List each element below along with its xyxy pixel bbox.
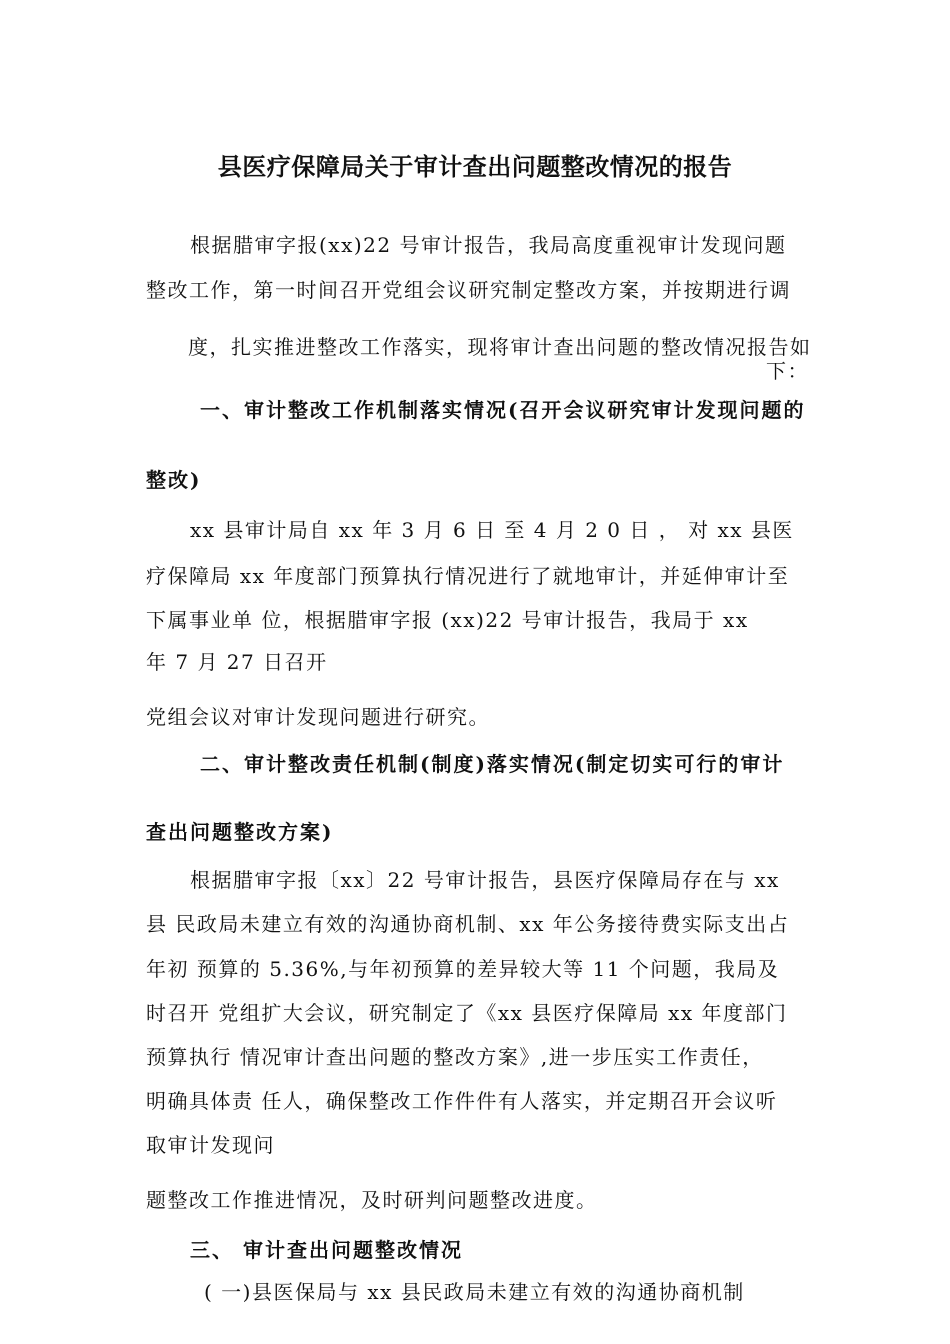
section2-para-line-6: 明确具体责 任人，确保整改工作件件有人落实，并定期召开会议听	[146, 1089, 778, 1113]
section1-para-line-1: xx 县审计局自 xx 年 3 月 6 日 至 4 月 2 0 日 ， 对 xx 县医	[190, 518, 794, 542]
intro-line-2: 整改工作，第一时间召开党组会议研究制定整改方案，并按期进行调	[146, 278, 791, 302]
section2-para-line-3: 年初 预算的 5.36%,与年初预算的差异较大等 11 个问题，我局及	[146, 957, 780, 981]
section1-para-line-2: 疗保障局 xx 年度部门预算执行情况进行了就地审计，并延伸审计至	[146, 564, 790, 588]
section2-para-line-4: 时召开 党组扩大会议，研究制定了《xx 县医疗保障局 xx 年度部门	[146, 1001, 788, 1025]
intro-line-4: 下：	[766, 359, 809, 383]
intro-line-1: 根据腊审字报(xx)22 号审计报告，我局高度重视审计发现问题	[190, 233, 787, 257]
section1-para-line-5: 党组会议对审计发现问题进行研究。	[146, 705, 490, 729]
section2-heading-line-1: 二、审计整改责任机制(制度)落实情况(制定切实可行的审计	[200, 752, 785, 776]
section2-para-line-2: 县 民政局未建立有效的沟通协商机制、xx 年公务接待费实际支出占	[146, 912, 790, 936]
section1-heading-line-1: 一、审计整改工作机制落实情况(召开会议研究审计发现问题的	[200, 398, 806, 422]
section2-para-line-1: 根据腊审字报〔xx〕22 号审计报告，县医疗保障局存在与 xx	[190, 868, 780, 892]
section1-heading-line-2: 整改)	[146, 468, 202, 492]
section3-heading: 三、 审计查出问题整改情况	[190, 1238, 463, 1262]
section2-para-line-8: 题整改工作推进情况，及时研判问题整改进度。	[146, 1188, 598, 1212]
intro-line-3: 度，扎实推进整改工作落实，现将审计查出问题的整改情况报告如	[188, 335, 812, 359]
section2-para-line-7: 取审计发现问	[146, 1133, 275, 1157]
section1-para-line-4: 年 7 月 27 日召开	[146, 650, 328, 674]
section1-para-line-3: 下属事业单 位，根据腊审字报 (xx)22 号审计报告，我局于 xx	[146, 608, 749, 632]
document-title: 县医疗保障局关于审计查出问题整改情况的报告	[217, 153, 733, 181]
section2-para-line-5: 预算执行 情况审计查出问题的整改方案》,进一步压实工作责任，	[146, 1045, 764, 1069]
section3-sub1: ( 一)县医保局与 xx 县民政局未建立有效的沟通协商机制	[204, 1280, 745, 1304]
section2-heading-line-2: 查出问题整改方案)	[146, 820, 334, 844]
